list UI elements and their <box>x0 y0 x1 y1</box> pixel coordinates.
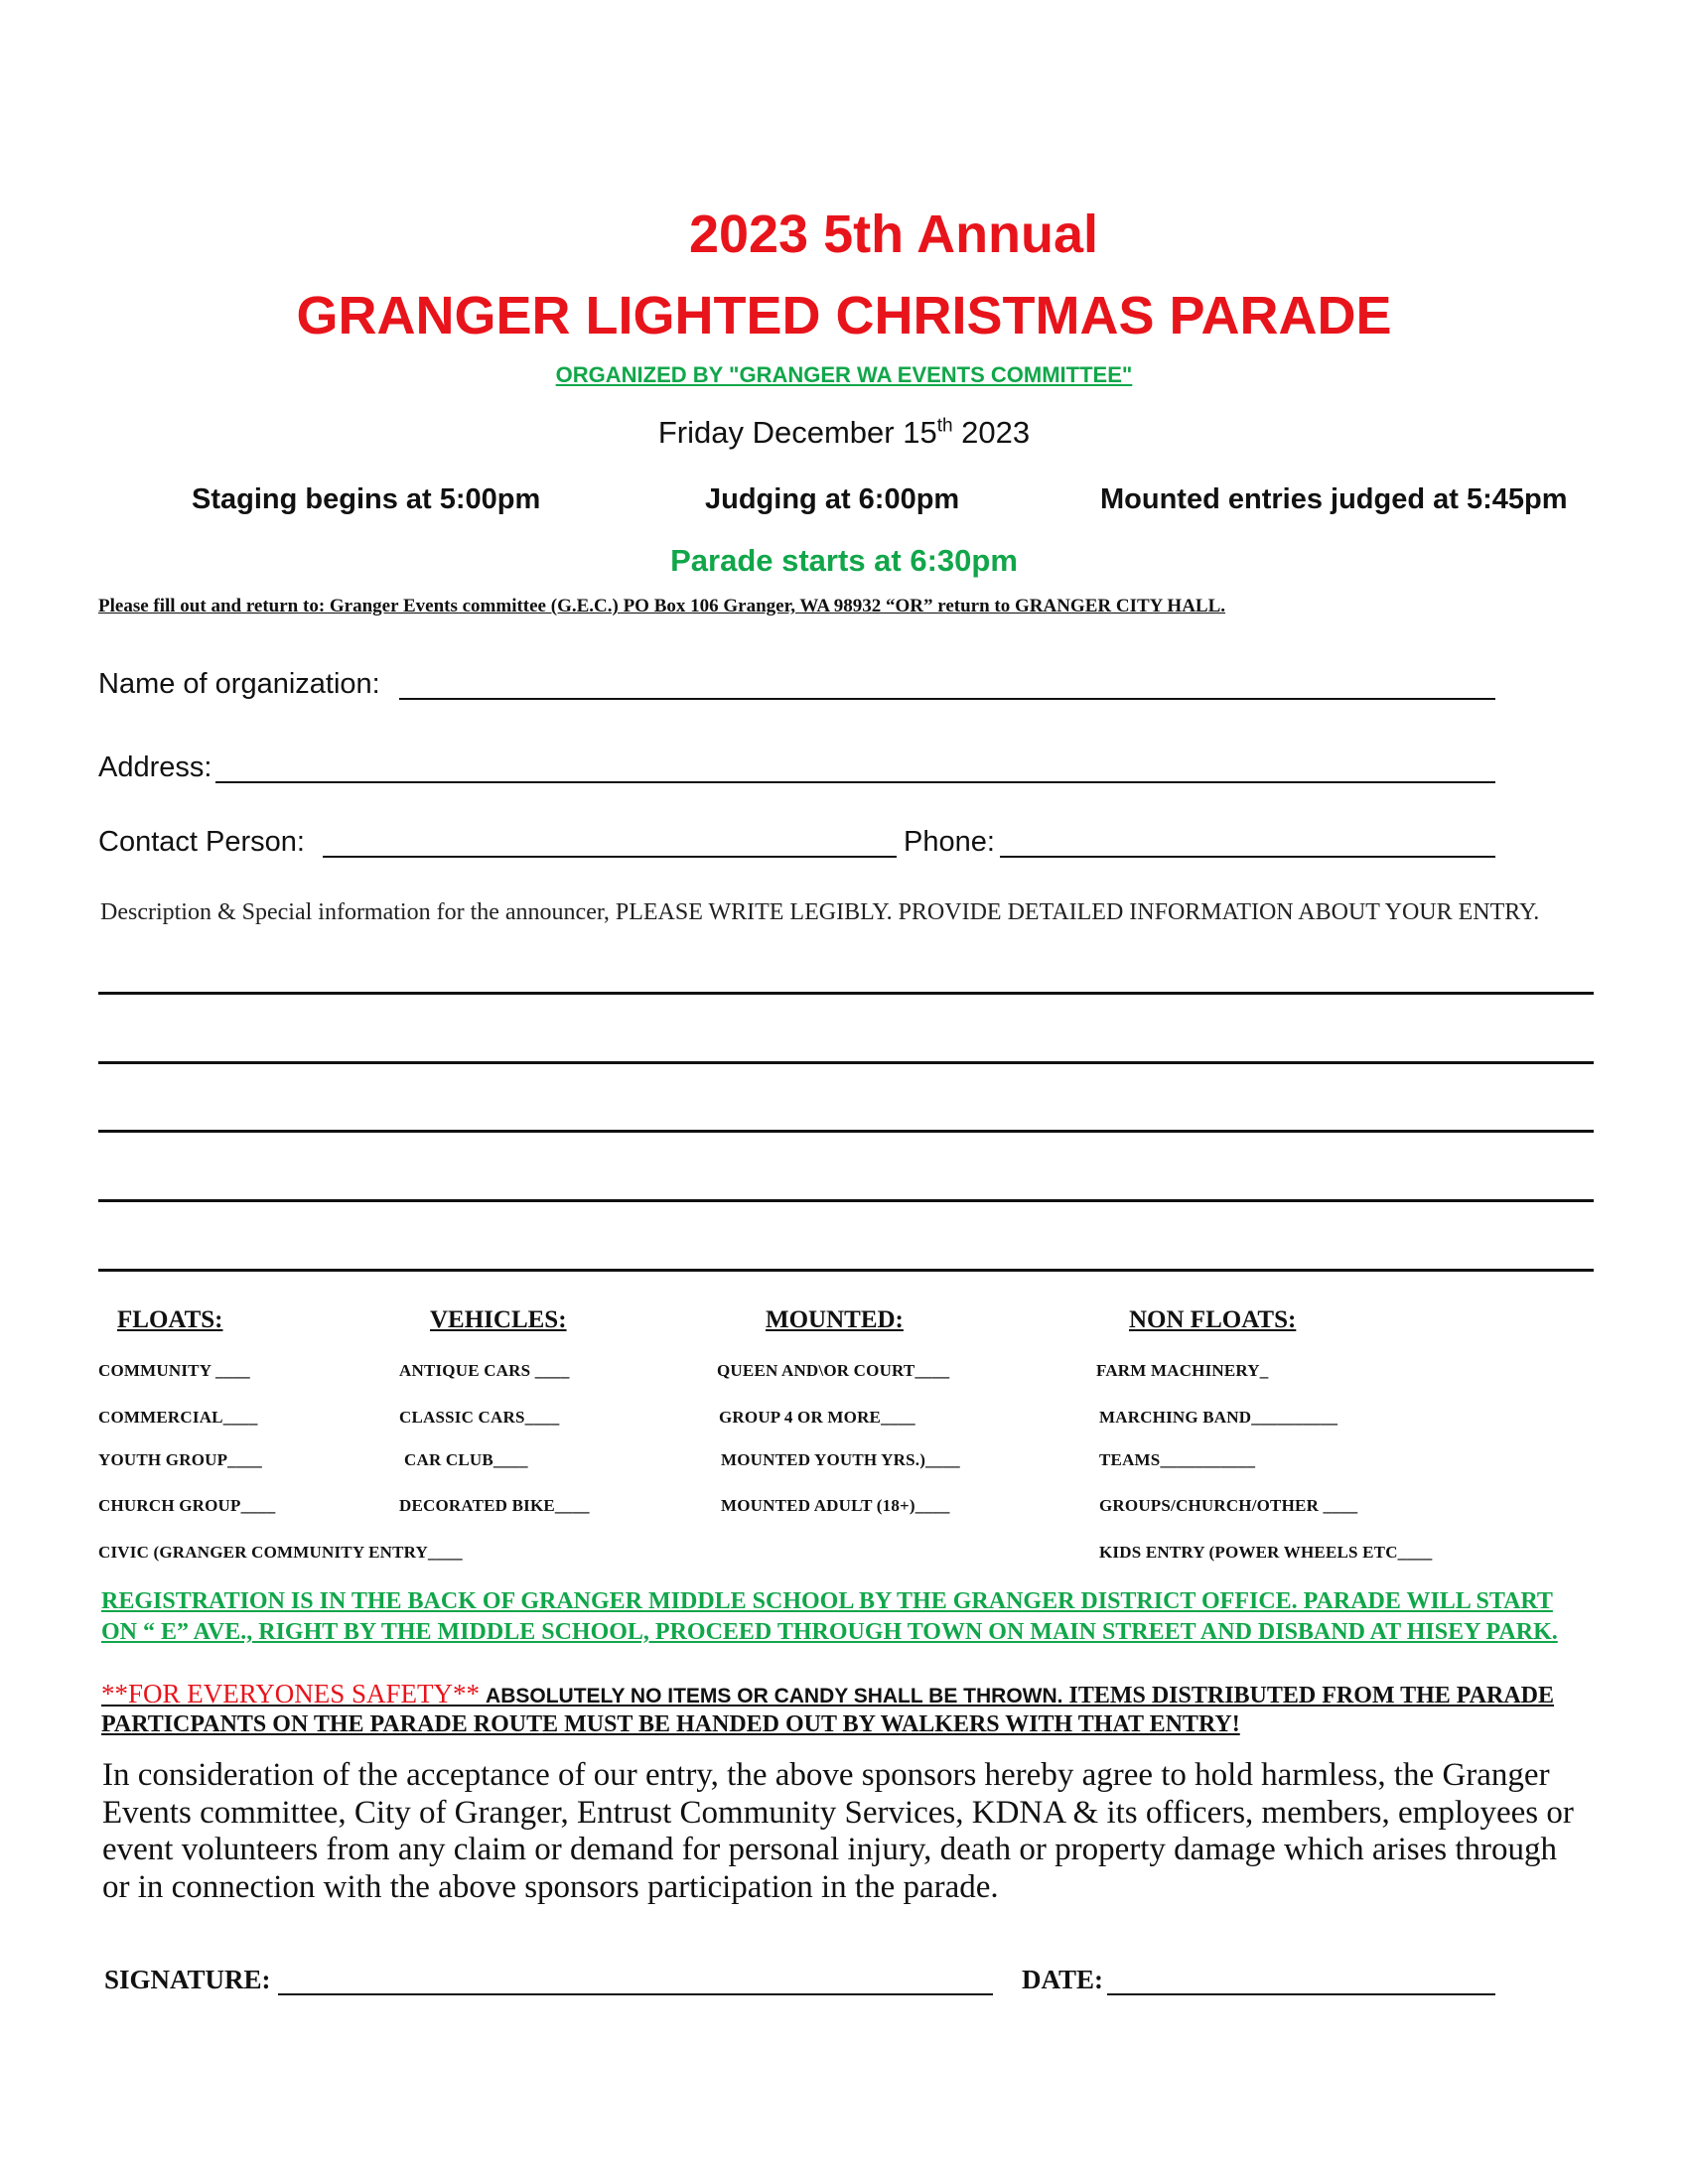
option-group-4-more[interactable]: GROUP 4 OR MORE____ <box>719 1408 915 1427</box>
address-label: Address: <box>98 751 212 783</box>
option-car-club[interactable]: CAR CLUB____ <box>404 1450 528 1469</box>
option-mounted-adult[interactable]: MOUNTED ADULT (18+)____ <box>721 1496 950 1515</box>
date-label: DATE: <box>1022 1965 1104 1994</box>
description-line-3[interactable] <box>98 1130 1594 1133</box>
parade-start-time: Parade starts at 6:30pm <box>670 543 1018 578</box>
organization-field[interactable] <box>399 698 1495 700</box>
event-date <box>149 415 1539 451</box>
option-youth-group[interactable]: YOUTH GROUP____ <box>98 1450 262 1469</box>
contact-person-label: Contact Person: <box>98 826 305 858</box>
mounted-judging-time: Mounted entries judged at 5:45pm <box>1100 483 1568 515</box>
option-church-group[interactable]: CHURCH GROUP____ <box>98 1496 276 1515</box>
signature-field[interactable] <box>278 1993 993 1995</box>
option-teams[interactable]: TEAMS___________ <box>1099 1450 1256 1469</box>
signature-label: SIGNATURE: <box>104 1965 271 1994</box>
description-line-1[interactable] <box>98 992 1594 995</box>
option-community[interactable]: COMMUNITY ____ <box>98 1361 250 1380</box>
page-title: GRANGER LIGHTED CHRISTMAS PARADE <box>296 286 1392 345</box>
option-antique-cars[interactable]: ANTIQUE CARS ____ <box>399 1361 570 1380</box>
safety-note <box>101 1680 1591 1738</box>
organization-label: Name of organization: <box>98 668 380 700</box>
event-date-year: 2023 <box>952 415 1031 450</box>
description-line-4[interactable] <box>98 1199 1594 1202</box>
option-groups-church-other[interactable]: GROUPS/CHURCH/OTHER ____ <box>1099 1496 1358 1515</box>
safety-no-throwing: ABSOLUTELY NO ITEMS OR CANDY SHALL BE THROWN. <box>486 1685 1063 1707</box>
option-mounted-youth[interactable]: MOUNTED YOUTH YRS.)____ <box>721 1450 960 1469</box>
option-commercial[interactable]: COMMERCIAL____ <box>98 1408 258 1427</box>
judging-time: Judging at 6:00pm <box>705 483 960 515</box>
registration-note: REGISTRATION IS IN THE BACK OF GRANGER MIDDLE SCHOOL BY THE GRANGER DISTRICT OFFICE. PARADE WILL START ON “ E” AVE., RIGHT BY THE MIDDLE SCHOOL, PROCEED THROUGH TOWN ON MAIN STREET AND DISBAND AT HISEY PARK. <box>101 1588 1558 1645</box>
option-kids-entry[interactable]: KIDS ENTRY (POWER WHEELS ETC____ <box>1099 1543 1433 1562</box>
option-marching-band[interactable]: MARCHING BAND__________ <box>1099 1408 1338 1427</box>
date-field[interactable] <box>1107 1993 1495 1995</box>
safety-handout-rule: ITEMS DISTRIBUTED FROM THE PARADE PARTICPANTS ON THE PARADE ROUTE MUST BE HANDED OUT BY WALKERS WITH THAT ENTRY! <box>101 1683 1555 1737</box>
non-floats-heading: NON FLOATS: <box>1129 1306 1297 1333</box>
phone-label: Phone: <box>904 826 995 858</box>
description-line-2[interactable] <box>98 1061 1594 1064</box>
floats-heading: FLOATS: <box>117 1306 223 1333</box>
address-field[interactable] <box>215 781 1495 783</box>
phone-field[interactable] <box>1000 856 1495 858</box>
option-farm-machinery[interactable]: FARM MACHINERY_ <box>1096 1361 1269 1380</box>
option-civic[interactable]: CIVIC (GRANGER COMMUNITY ENTRY____ <box>98 1543 463 1562</box>
description-line-5[interactable] <box>98 1269 1594 1272</box>
option-decorated-bike[interactable]: DECORATED BIKE____ <box>399 1496 590 1515</box>
vehicles-heading: VEHICLES: <box>430 1306 567 1333</box>
description-instructions: Description & Special information for the announcer, PLEASE WRITE LEGIBLY. PROVIDE DETAILED INFORMATION ABOUT YOUR ENTRY. <box>100 899 1540 925</box>
event-date-main: Friday December 15 <box>657 415 937 450</box>
option-queen-court[interactable]: QUEEN AND\OR COURT____ <box>717 1361 950 1380</box>
return-instructions: Please fill out and return to: Granger Events committee (G.E.C.) PO Box 106 Granger, WA 98932 “OR” return to GRANGER CITY HALL. <box>98 596 1226 616</box>
contact-person-field[interactable] <box>323 856 897 858</box>
title-year-edition: 2023 5th Annual <box>688 205 1099 264</box>
safety-lead: **FOR EVERYONES SAFETY** <box>101 1679 481 1708</box>
liability-waiver: In consideration of the acceptance of our entry, the above sponsors hereby agree to hold harmless, the Granger Events committee, City of Granger, Entrust Community Services, KDNA & its officers, members, employees or event volunteers from any claim or demand for personal injury, death or property damage which arises through or in connection with the above sponsors participation in the parade. <box>102 1757 1574 1905</box>
mounted-heading: MOUNTED: <box>766 1306 904 1333</box>
option-classic-cars[interactable]: CLASSIC CARS____ <box>399 1408 560 1427</box>
staging-time: Staging begins at 5:00pm <box>192 483 541 515</box>
organizer-line: ORGANIZED BY "GRANGER WA EVENTS COMMITTEE" <box>555 362 1133 387</box>
event-date-ordinal: th <box>936 415 953 437</box>
